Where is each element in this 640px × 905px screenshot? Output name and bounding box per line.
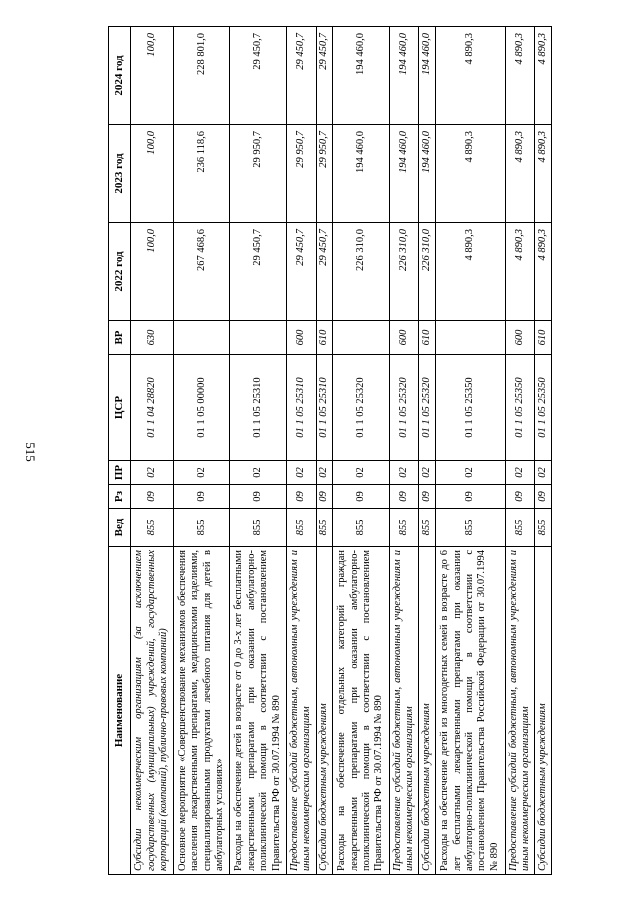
cell-y2023: 29 950,7 — [230, 125, 286, 223]
table-row — [435, 27, 505, 875]
cell-ved: 855 — [535, 509, 552, 547]
cell-csr: 01 1 05 25320 — [419, 355, 436, 461]
cell-rz: 09 — [333, 485, 389, 509]
cell-csr: 01 1 04 28820 — [131, 355, 174, 461]
cell-vr — [230, 321, 286, 355]
cell-pr: 02 — [419, 461, 436, 485]
cell-rz: 09 — [535, 485, 552, 509]
cell-y2024: 4 890,3 — [435, 27, 505, 125]
cell-vr — [174, 321, 230, 355]
cell-pr: 02 — [286, 461, 316, 485]
cell-pr: 02 — [505, 461, 535, 485]
cell-y2022: 226 310,0 — [333, 223, 389, 321]
header-cell: ЦСР — [109, 355, 131, 461]
cell-y2024: 100,0 — [131, 27, 174, 125]
cell-name: Субсидии бюджетным учреждениям — [535, 547, 552, 875]
table-row — [333, 27, 389, 875]
table-row — [419, 27, 436, 875]
cell-y2023: 4 890,3 — [435, 125, 505, 223]
cell-ved: 855 — [316, 509, 333, 547]
table-row — [505, 27, 535, 875]
cell-name: Субсидии бюджетным учреждениям — [419, 547, 436, 875]
cell-csr: 01 1 05 25350 — [505, 355, 535, 461]
cell-csr: 01 1 05 00000 — [174, 355, 230, 461]
cell-y2023: 29 950,7 — [316, 125, 333, 223]
cell-y2022: 29 450,7 — [316, 223, 333, 321]
cell-vr: 600 — [286, 321, 316, 355]
cell-name: Субсидии некоммерческим организациям (за исключением государственных (муниципальных) учреждений, государственных корпораций (компаний), публично-правовых компаний) — [131, 547, 174, 875]
cell-ved: 855 — [131, 509, 174, 547]
cell-ved: 855 — [230, 509, 286, 547]
cell-y2024: 194 460,0 — [333, 27, 389, 125]
cell-y2023: 29 950,7 — [286, 125, 316, 223]
cell-csr: 01 1 05 25320 — [389, 355, 419, 461]
cell-y2024: 194 460,0 — [419, 27, 436, 125]
cell-ved: 855 — [174, 509, 230, 547]
header-cell: ПР — [109, 461, 131, 485]
header-cell: 2024 год — [109, 27, 131, 125]
cell-name: Основное мероприятие «Совершенствование механизмов обеспечения населения лекарственными препаратами, медицинскими изделиями, специализированными продуктами лечебного питания для детей в амбулаторных условиях» — [174, 547, 230, 875]
table-row — [535, 27, 552, 875]
cell-y2022: 226 310,0 — [419, 223, 436, 321]
page-number: 515 — [23, 442, 38, 462]
cell-y2022: 4 890,3 — [535, 223, 552, 321]
cell-vr: 610 — [535, 321, 552, 355]
cell-pr: 02 — [389, 461, 419, 485]
header-cell: 2022 год — [109, 223, 131, 321]
cell-csr: 01 1 05 25350 — [435, 355, 505, 461]
table-header-row — [109, 27, 131, 875]
cell-y2024: 4 890,3 — [505, 27, 535, 125]
cell-pr: 02 — [316, 461, 333, 485]
cell-y2024: 29 450,7 — [230, 27, 286, 125]
cell-rz: 09 — [230, 485, 286, 509]
cell-ved: 855 — [389, 509, 419, 547]
cell-ved: 855 — [419, 509, 436, 547]
header-cell: ВР — [109, 321, 131, 355]
cell-pr: 02 — [435, 461, 505, 485]
cell-y2022: 4 890,3 — [505, 223, 535, 321]
cell-ved: 855 — [505, 509, 535, 547]
cell-y2022: 29 450,7 — [286, 223, 316, 321]
cell-y2023: 4 890,3 — [505, 125, 535, 223]
cell-csr: 01 1 05 25310 — [286, 355, 316, 461]
cell-ved: 855 — [286, 509, 316, 547]
cell-rz: 09 — [389, 485, 419, 509]
cell-name: Предоставление субсидий бюджетным, автономным учреждениям и иным некоммерческим организациям — [286, 547, 316, 875]
cell-y2023: 194 460,0 — [419, 125, 436, 223]
table-row — [316, 27, 333, 875]
header-cell: Наименование — [109, 547, 131, 875]
cell-name: Расходы на обеспечение отдельных категорий граждан лекарственными препаратами при оказании амбулаторно-поликлинической помощи в соответствии с постановлением Правительства РФ от 30.07.1994 № 890 — [333, 547, 389, 875]
cell-y2022: 267 468,6 — [174, 223, 230, 321]
cell-pr: 02 — [131, 461, 174, 485]
rotated-page — [108, 27, 552, 875]
cell-rz: 09 — [174, 485, 230, 509]
cell-y2024: 29 450,7 — [316, 27, 333, 125]
header-cell: Вед — [109, 509, 131, 547]
cell-csr: 01 1 05 25350 — [535, 355, 552, 461]
cell-pr: 02 — [230, 461, 286, 485]
table-row — [131, 27, 174, 875]
cell-y2022: 226 310,0 — [389, 223, 419, 321]
cell-name: Расходы на обеспечение детей в возрасте от 0 до 3-х лет бесплатными лекарственными препаратами при оказании амбулаторно-поликлинической помощи в соответствии с постановлением Правительства РФ от 30.07.1994 № 890 — [230, 547, 286, 875]
cell-vr — [435, 321, 505, 355]
budget-table — [108, 26, 552, 875]
cell-pr: 02 — [174, 461, 230, 485]
cell-pr: 02 — [535, 461, 552, 485]
cell-csr: 01 1 05 25310 — [230, 355, 286, 461]
cell-ved: 855 — [333, 509, 389, 547]
cell-y2023: 194 460,0 — [389, 125, 419, 223]
cell-pr: 02 — [333, 461, 389, 485]
cell-vr: 600 — [505, 321, 535, 355]
cell-vr: 610 — [419, 321, 436, 355]
cell-y2023: 4 890,3 — [535, 125, 552, 223]
cell-y2023: 100,0 — [131, 125, 174, 223]
cell-name: Субсидии бюджетным учреждениям — [316, 547, 333, 875]
cell-name: Предоставление субсидий бюджетным, автономным учреждениям и иным некоммерческим организациям — [389, 547, 419, 875]
cell-name: Предоставление субсидий бюджетным, автономным учреждениям и иным некоммерческим организациям — [505, 547, 535, 875]
cell-rz: 09 — [419, 485, 436, 509]
cell-rz: 09 — [435, 485, 505, 509]
header-cell: 2023 год — [109, 125, 131, 223]
cell-y2023: 236 118,6 — [174, 125, 230, 223]
table-row — [286, 27, 316, 875]
cell-vr: 600 — [389, 321, 419, 355]
cell-y2023: 194 460,0 — [333, 125, 389, 223]
cell-csr: 01 1 05 25320 — [333, 355, 389, 461]
cell-ved: 855 — [435, 509, 505, 547]
cell-vr: 630 — [131, 321, 174, 355]
cell-rz: 09 — [505, 485, 535, 509]
table-row — [230, 27, 286, 875]
cell-vr: 610 — [316, 321, 333, 355]
cell-rz: 09 — [316, 485, 333, 509]
header-cell: Рз — [109, 485, 131, 509]
cell-y2022: 4 890,3 — [435, 223, 505, 321]
cell-rz: 09 — [131, 485, 174, 509]
cell-y2022: 29 450,7 — [230, 223, 286, 321]
cell-csr: 01 1 05 25310 — [316, 355, 333, 461]
cell-y2024: 194 460,0 — [389, 27, 419, 125]
cell-y2022: 100,0 — [131, 223, 174, 321]
table-row — [174, 27, 230, 875]
table-row — [389, 27, 419, 875]
cell-y2024: 228 801,0 — [174, 27, 230, 125]
cell-vr — [333, 321, 389, 355]
cell-y2024: 29 450,7 — [286, 27, 316, 125]
cell-name: Расходы на обеспечение детей из многодетных семей в возрасте до 6 лет бесплатными лекарственными препаратами при оказании амбулаторно-поликлинической помощи в соответствии с постановлением Правительства Российской Федерации от 30.07.1994 № 890 — [435, 547, 505, 875]
cell-y2024: 4 890,3 — [535, 27, 552, 125]
cell-rz: 09 — [286, 485, 316, 509]
